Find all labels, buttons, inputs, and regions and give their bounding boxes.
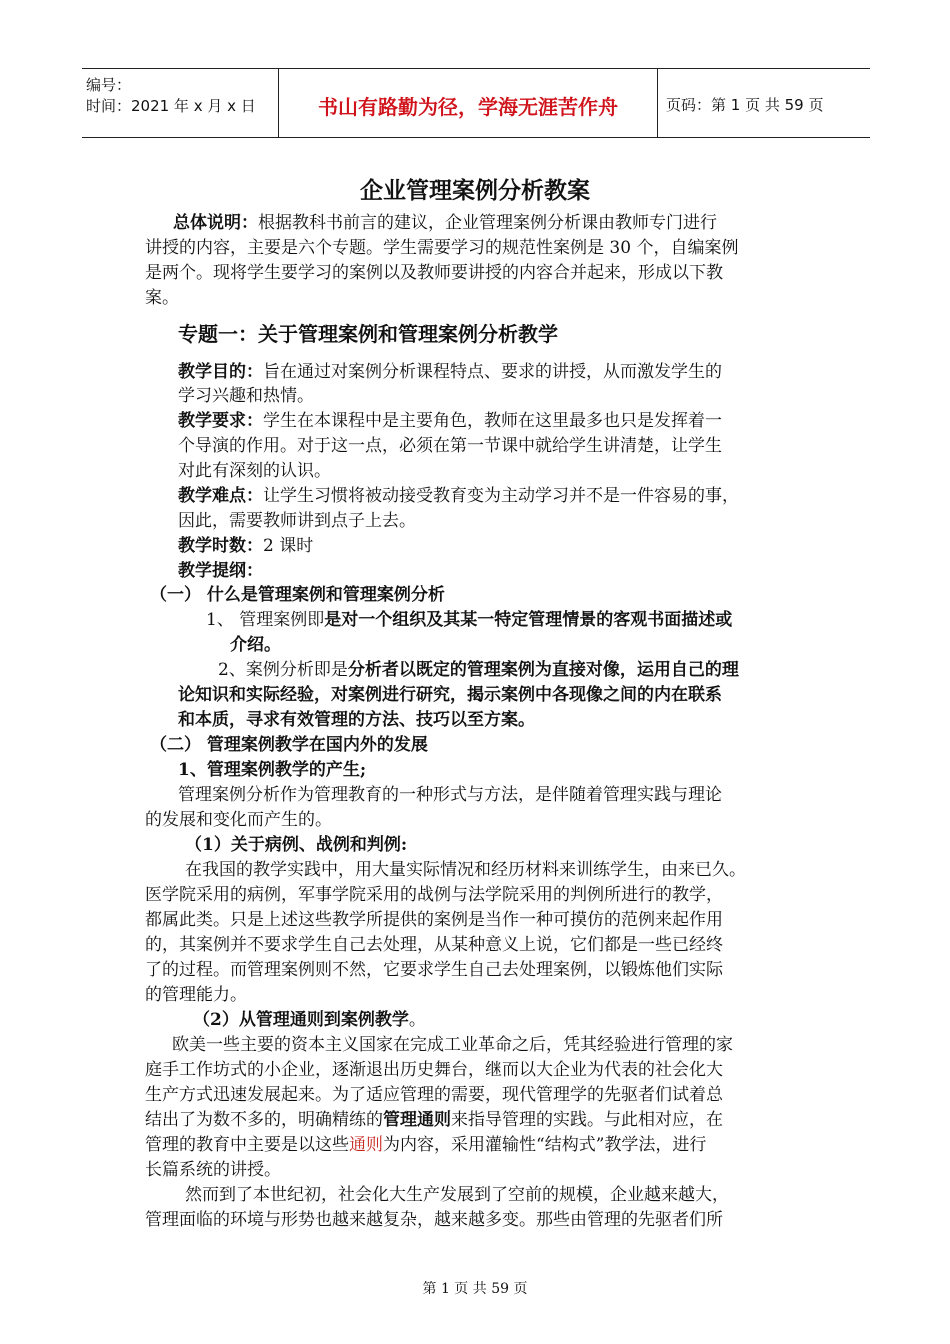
requirement-label: 教学要求：	[178, 411, 263, 431]
analysis-text: 分析者以既定的管理案例为直接对像，运用自己的理	[347, 660, 739, 680]
para4-line-1: 然而到了本世纪初，社会化大生产发展到了空前的规模，企业越来越大，	[185, 1185, 729, 1205]
para1-line-2: 的发展和变化而产生的。	[145, 810, 332, 830]
para3-line-5-red: 通则	[349, 1135, 383, 1155]
header-meta-cell	[82, 69, 279, 137]
hours-label: 教学时数：	[178, 536, 263, 556]
requirement-line-1	[178, 410, 722, 432]
document-title: 企业管理案例分析教案	[360, 178, 590, 204]
objective-text: 旨在通过对案例分析课程特点、要求的讲授，从而激发学生的	[263, 362, 722, 382]
requirement-line-3: 对此有深刻的认识。	[178, 461, 331, 481]
para2-line-2: 医学院采用的病例，军事学院采用的战例与法学院采用的判例所进行的教学，	[145, 885, 723, 905]
sub-item-2-period: 。	[408, 1010, 426, 1030]
requirement-text: 学生在本课程中是主要角色，教师在这里最多也只是发挥着一	[263, 411, 722, 431]
para3-line-5-c: 为内容，采用灌输性“结构式”教学法，进行	[383, 1135, 707, 1155]
document-number-label: 编号：	[86, 76, 132, 94]
intro-line-2: 讲授的内容，主要是六个专题。学生需要学习的规范性案例是 30 个，自编案例	[145, 238, 739, 258]
para3-line-5	[145, 1134, 706, 1156]
difficulty-line-2: 因此，需要教师讲到点子上去。	[178, 511, 416, 531]
para2-line-5: 了的过程。而管理案例则不然，它要求学生自己去处理案例，以锻炼他们实际	[145, 960, 723, 980]
intro-line-1	[173, 212, 717, 234]
analysis-line-3: 和本质，寻求有效管理的方法、技巧以至方案。	[178, 710, 535, 730]
para3-line-5-a: 管理的教育中主要是以这些	[145, 1135, 349, 1155]
para3-line-4-a: 结出了为数不多的，明确精练的	[145, 1110, 383, 1130]
header-page-cell	[658, 69, 870, 137]
section-two-heading: （二） 管理案例教学在国内外的发展	[150, 735, 428, 755]
para3-line-2: 庭手工作坊式的小企业，逐渐退出历史舞台，继而以大企业为代表的社会化大	[145, 1060, 723, 1080]
para2-line-4: 的，其案例并不要求学生自己去处理，从某种意义上说，它们都是一些已经终	[145, 935, 723, 955]
objective-line-1	[178, 361, 722, 383]
para3-line-6: 长篇系统的讲授。	[145, 1160, 281, 1180]
topic-heading: 专题一：关于管理案例和管理案例分析教学	[178, 322, 558, 346]
intro-label: 总体说明：	[173, 213, 258, 233]
analysis-line-2: 论知识和实际经验，对案例进行研究，揭示案例中各现像之间的内在联系	[178, 685, 722, 705]
para3-line-4-c: 来指导管理的实践。与此相对应，在	[451, 1110, 723, 1130]
document-time-label: 时间：2021 年 x 月 x 日	[86, 97, 256, 115]
hours-line	[178, 535, 313, 557]
analysis-lead: 2、案例分析即是	[218, 660, 348, 680]
para3-line-3: 生产方式迅速发展起来。为了适应管理的需要，现代管理学的先驱者们试着总	[145, 1085, 723, 1105]
intro-line-4: 案。	[145, 288, 179, 308]
difficulty-label: 教学难点：	[178, 486, 263, 506]
difficulty-text: 让学生习惯将被动接受教育变为主动学习并不是一件容易的事，	[263, 486, 739, 506]
sub-item-2-heading	[193, 1009, 426, 1031]
definition-line-1	[206, 609, 732, 631]
para2-line-3: 都属此类。只是上述这些教学所提供的案例是当作一种可摸仿的范例来起作用	[145, 910, 723, 930]
hours-text: 2 课时	[263, 536, 314, 556]
page-footer: 第 1 页 共 59 页	[422, 1281, 528, 1297]
definition-lead: 1、 管理案例即	[206, 610, 325, 630]
difficulty-line-1	[178, 485, 739, 507]
para4-line-2: 管理面临的环境与形势也越来越复杂，越来越多变。那些由管理的先驱者们所	[145, 1210, 723, 1230]
analysis-line-1	[218, 659, 739, 681]
motto-text: 书山有路勤为径，学海无涯苦作舟	[318, 95, 618, 119]
para1-line-1: 管理案例分析作为管理教育的一种形式与方法，是伴随着管理实践与理论	[178, 785, 722, 805]
para3-line-4-bold: 管理通则	[383, 1110, 451, 1130]
requirement-line-2: 个导演的作用。对于这一点，必须在第一节课中就给学生讲清楚，让学生	[178, 436, 722, 456]
objective-label: 教学目的：	[178, 362, 263, 382]
definition-line-2: 介绍。	[230, 635, 281, 655]
para3-line-1: 欧美一些主要的资本主义国家在完成工业革命之后，凭其经验进行管理的家	[172, 1035, 733, 1055]
para2-line-1: 在我国的教学实践中，用大量实际情况和经历材料来训练学生，由来已久。	[185, 860, 746, 880]
para3-line-4	[145, 1109, 723, 1131]
intro-text: 根据教科书前言的建议，企业管理案例分析课由教师专门进行	[258, 213, 717, 233]
para2-line-6: 的管理能力。	[145, 985, 247, 1005]
intro-line-3: 是两个。现将学生要学习的案例以及教师要讲授的内容合并起来，形成以下教	[145, 263, 723, 283]
outline-label: 教学提纲：	[178, 561, 263, 581]
definition-text: 是对一个组织及其某一特定管理情景的客观书面描述或	[324, 610, 733, 630]
header-motto-cell	[279, 69, 658, 137]
section-one-heading: （一） 什么是管理案例和管理案例分析	[150, 585, 445, 605]
page-header	[82, 68, 870, 138]
sub-item-1-heading: （1）关于病例、战例和判例:	[185, 835, 408, 855]
subsection-1-heading: 1、管理案例教学的产生;	[178, 760, 367, 780]
sub-item-2-text: （2）从管理通则到案例教学	[193, 1010, 409, 1030]
objective-line-2: 学习兴趣和热情。	[178, 386, 314, 406]
page-info: 页码：第 1 页 共 59 页	[666, 96, 824, 114]
